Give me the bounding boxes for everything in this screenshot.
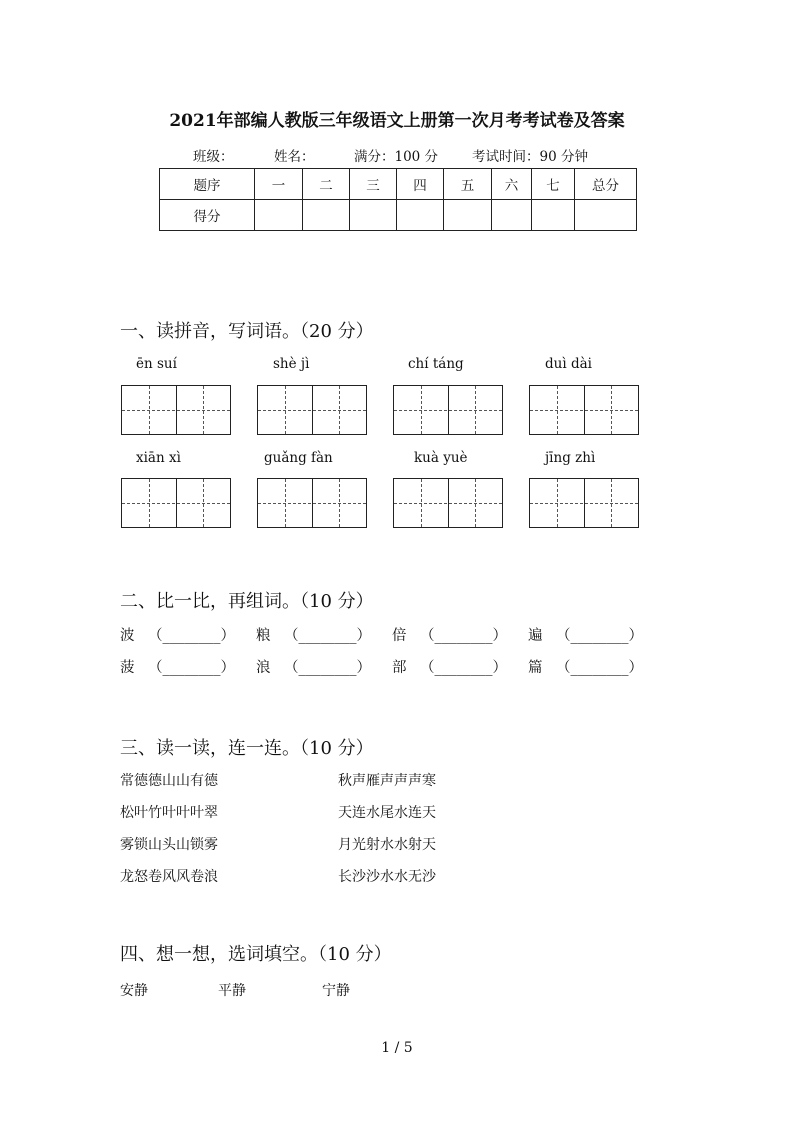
writing-grid[interactable] <box>393 385 503 435</box>
score-cell[interactable] <box>444 200 492 231</box>
compare-char: 遍 <box>528 628 543 644</box>
answer-blank[interactable]: （________） <box>420 628 507 644</box>
score-cell[interactable] <box>255 200 303 231</box>
match-right-item[interactable]: 长沙沙水水无沙 <box>338 869 436 885</box>
page-number: 1 / 5 <box>381 1040 413 1056</box>
match-right-item[interactable]: 月光射水水射天 <box>338 837 436 853</box>
writing-grid[interactable] <box>257 478 367 528</box>
match-right-item[interactable]: 秋声雁声声声寒 <box>338 773 436 789</box>
compare-char: 部 <box>392 660 407 676</box>
page-title: 2021年部编人教版三年级语文上册第一次月考考试卷及答案 <box>169 111 625 131</box>
score-cell[interactable] <box>575 200 637 231</box>
word-choice: 平静 <box>218 983 246 999</box>
section-1-heading: 一、读拼音，写词语。（20 分） <box>120 321 374 342</box>
score-cell[interactable] <box>397 200 444 231</box>
pinyin-label: guǎng fàn <box>264 450 333 466</box>
table-cell: 三 <box>350 169 397 200</box>
section-2-heading: 二、比一比，再组词。（10 分） <box>120 591 374 612</box>
table-cell: 四 <box>397 169 444 200</box>
compare-char: 波 <box>120 628 135 644</box>
writing-grid[interactable] <box>121 385 231 435</box>
exam-time-label: 考试时间：90 分钟 <box>472 149 588 165</box>
pinyin-label: xiān xì <box>136 450 181 466</box>
match-left-item[interactable]: 雾锁山头山锁雾 <box>120 837 218 853</box>
score-cell[interactable] <box>492 200 532 231</box>
match-left-item[interactable]: 松叶竹叶叶叶翠 <box>120 805 218 821</box>
pinyin-label: kuà yuè <box>414 450 468 466</box>
match-right-item[interactable]: 天连水尾水连天 <box>338 805 436 821</box>
answer-blank[interactable]: （________） <box>556 660 643 676</box>
answer-blank[interactable]: （________） <box>284 660 371 676</box>
table-cell: 总分 <box>575 169 637 200</box>
compare-char: 倍 <box>392 628 407 644</box>
full-score-label: 满分：100 分 <box>354 149 439 165</box>
class-label: 班级： <box>193 149 234 165</box>
score-cell[interactable] <box>303 200 350 231</box>
score-table-header-row <box>160 169 637 200</box>
answer-blank[interactable]: （________） <box>284 628 371 644</box>
pinyin-label: jīng zhì <box>545 450 596 466</box>
writing-grid[interactable] <box>393 478 503 528</box>
name-label: 姓名： <box>274 149 315 165</box>
answer-blank[interactable]: （________） <box>148 628 235 644</box>
compare-char: 篇 <box>528 660 543 676</box>
compare-char: 浪 <box>256 660 271 676</box>
pinyin-label: duì dài <box>545 356 592 372</box>
table-cell: 得分 <box>160 200 255 231</box>
writing-grid[interactable] <box>257 385 367 435</box>
section-4-heading: 四、想一想，选词填空。（10 分） <box>120 944 392 965</box>
table-cell: 一 <box>255 169 303 200</box>
match-left-item[interactable]: 龙怒卷风风卷浪 <box>120 869 218 885</box>
pinyin-label: shè jì <box>273 356 310 372</box>
compare-char: 菠 <box>120 660 135 676</box>
answer-blank[interactable]: （________） <box>148 660 235 676</box>
writing-grid[interactable] <box>529 385 639 435</box>
section-3-heading: 三、读一读，连一连。（10 分） <box>120 738 374 759</box>
score-cell[interactable] <box>532 200 575 231</box>
score-cell[interactable] <box>350 200 397 231</box>
table-cell: 五 <box>444 169 492 200</box>
pinyin-label: chí táng <box>408 356 464 372</box>
table-cell: 六 <box>492 169 532 200</box>
table-cell: 二 <box>303 169 350 200</box>
table-cell: 七 <box>532 169 575 200</box>
score-table-score-row <box>160 200 637 231</box>
answer-blank[interactable]: （________） <box>420 660 507 676</box>
writing-grid[interactable] <box>121 478 231 528</box>
answer-blank[interactable]: （________） <box>556 628 643 644</box>
compare-char: 粮 <box>256 628 271 644</box>
word-choice: 安静 <box>120 983 148 999</box>
match-left-item[interactable]: 常德德山山有德 <box>120 773 218 789</box>
score-table <box>159 168 637 231</box>
table-cell: 题序 <box>160 169 255 200</box>
writing-grid[interactable] <box>529 478 639 528</box>
word-choice: 宁静 <box>322 983 350 999</box>
pinyin-label: ēn suí <box>136 356 177 372</box>
